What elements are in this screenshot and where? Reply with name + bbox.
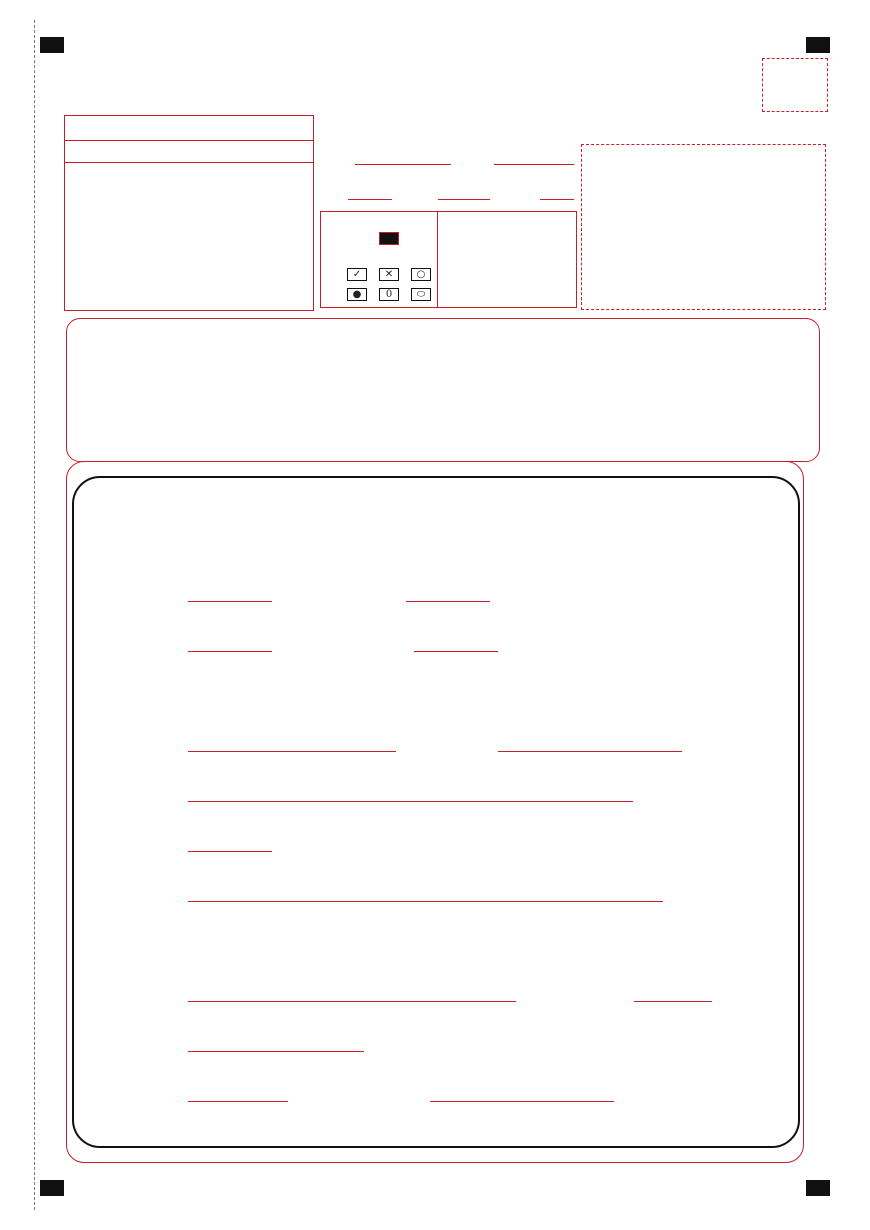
q18-1b-answer[interactable] bbox=[498, 751, 682, 752]
q18-4-answer[interactable] bbox=[188, 901, 663, 902]
school-field[interactable] bbox=[355, 164, 451, 165]
q17-2b-answer[interactable] bbox=[414, 651, 498, 652]
q17-2-answer[interactable] bbox=[188, 651, 272, 652]
absent-box[interactable] bbox=[762, 58, 828, 112]
q19-3-answer[interactable] bbox=[188, 1051, 364, 1052]
q18-1-answer[interactable] bbox=[188, 751, 396, 752]
ticket-number-heading bbox=[65, 116, 313, 141]
ticket-number-panel bbox=[64, 115, 314, 311]
q19-5-answer[interactable] bbox=[430, 1101, 614, 1102]
exam-room-field[interactable] bbox=[438, 199, 490, 200]
q17-1b-answer[interactable] bbox=[406, 601, 490, 602]
ticket-number-write-row[interactable] bbox=[65, 140, 313, 163]
circle-sample-icon: ○ bbox=[411, 268, 431, 281]
oval-sample-icon: 0 bbox=[379, 288, 399, 301]
binding-line bbox=[34, 20, 35, 1210]
q17-1-answer[interactable] bbox=[188, 601, 272, 602]
corner-mark bbox=[806, 1180, 830, 1196]
fill-sample-panel bbox=[320, 211, 577, 308]
name-field[interactable] bbox=[494, 164, 574, 165]
corner-mark bbox=[40, 1180, 64, 1196]
wide-oval-sample-icon: ⬭ bbox=[411, 288, 431, 301]
q19-4-answer[interactable] bbox=[188, 1101, 288, 1102]
corner-mark bbox=[806, 37, 830, 53]
correct-sample-mark bbox=[379, 232, 399, 245]
q19-2-answer[interactable] bbox=[634, 1001, 712, 1002]
sample-divider bbox=[437, 212, 438, 307]
answer-region-inner bbox=[72, 476, 800, 1148]
cross-sample-icon: ✕ bbox=[379, 268, 399, 281]
corner-mark bbox=[40, 37, 64, 53]
dot-sample-icon: ● bbox=[347, 288, 367, 301]
q18-3-answer[interactable] bbox=[188, 851, 272, 852]
class-field[interactable] bbox=[348, 199, 392, 200]
check-sample-icon: ✓ bbox=[347, 268, 367, 281]
seat-field[interactable] bbox=[540, 199, 574, 200]
q19-1-answer[interactable] bbox=[188, 1001, 516, 1002]
multiple-choice-section bbox=[66, 318, 820, 462]
barcode-area bbox=[581, 144, 826, 310]
q18-2-answer[interactable] bbox=[188, 801, 633, 802]
